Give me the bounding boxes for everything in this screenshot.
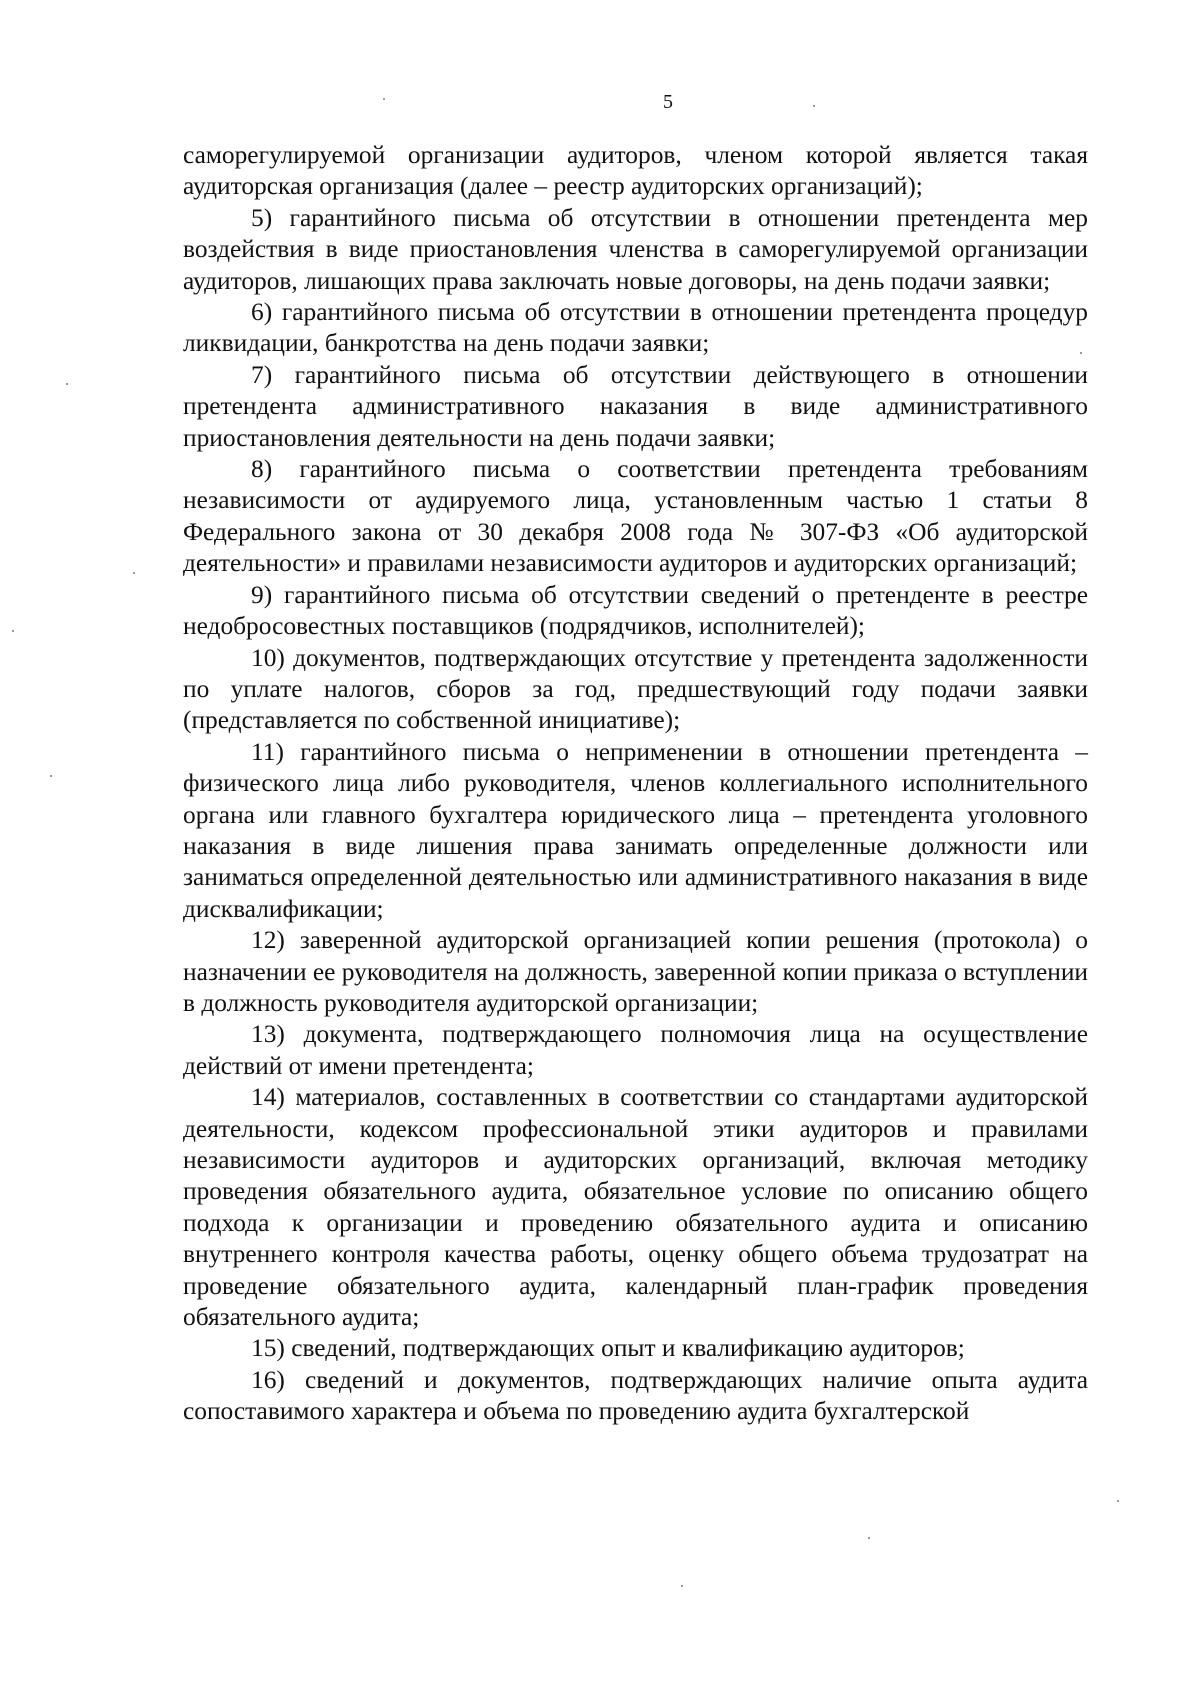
- list-item-15: 15) сведений, подтверждающих опыт и квалификацию аудиторов;: [251, 1334, 965, 1363]
- scan-speck: [383, 98, 385, 100]
- scan-speck: [133, 572, 135, 574]
- scan-speck: [66, 383, 68, 385]
- list-item-6: 6) гарантийного письма об отсутствии в отношении претендента процедур ликвидации, банкротства на день подачи заявки;: [183, 298, 1088, 358]
- list-item-12: 12) заверенной аудиторской организацией копии решения (протокола) о назначении ее руководителя на должность, заверенной копии приказа о вступлении в должность руководителя аудиторской организации;: [183, 926, 1088, 1017]
- list-item-13: 13) документа, подтверждающего полномочия лица на осуществление действий от имени претендента;: [183, 1020, 1088, 1080]
- list-item-7: 7) гарантийного письма об отсутствии действующего в отношении претендента административного наказания в виде административного приостановления деятельности на день подачи заявки;: [183, 360, 1088, 452]
- page-number: 5: [663, 91, 673, 113]
- list-item-9: 9) гарантийного письма об отсутствии сведений о претенденте в реестре недобросовестных поставщиков (подрядчиков, исполнителей);: [183, 580, 1088, 641]
- scan-speck: [1117, 1500, 1119, 1502]
- scan-speck: [813, 105, 815, 107]
- list-item-5: 5) гарантийного письма об отсутствии в отношении претендента мер воздействия в виде приостановления членства в саморегулируемой организации аудиторов, лишающих права заключать новые договоры, на день подачи заявки;: [183, 203, 1088, 295]
- list-item-14: 14) материалов, составленных в соответствии со стандартами аудиторской деятельности, кодексом профессиональной этики аудиторов и правилами независимости аудиторов и аудиторских организаций, включая методику проведения обязательного аудита, обязательное условие по описанию общего подхода к организации и проведению обязательного аудита и описанию внутреннего контроля качества работы, оценку общего объема трудозатрат на проведение обязательного аудита, календарный план-график проведения обязательного аудита;: [183, 1083, 1088, 1332]
- scan-speck: [868, 1537, 870, 1539]
- intro-paragraph: саморегулируемой организации аудиторов, членом которой является такая аудиторская организация (далее – реестр аудиторских организаций);: [183, 141, 1088, 201]
- list-item-10: 10) документов, подтверждающих отсутствие у претендента задолженности по уплате налогов, сборов за год, предшествующий году подачи заявки (представляется по собственной инициативе);: [183, 643, 1088, 735]
- scan-speck: [12, 630, 14, 632]
- list-item-8: 8) гарантийного письма о соответствии претендента требованиям независимости от аудируемого лица, установленным частью 1 статьи 8 Федерального закона от 30 декабря 2008 года № 307-ФЗ «Об аудиторской деятельности» и правилами независимости аудиторов и аудиторских организаций;: [183, 455, 1088, 578]
- scan-speck: [681, 1585, 683, 1587]
- scan-speck: [50, 775, 52, 777]
- scan-speck: [1080, 352, 1082, 354]
- document-body: [183, 140, 1088, 1428]
- list-item-16: 16) сведений и документов, подтверждающих наличие опыта аудита сопоставимого характера и объема по проведению аудита бухгалтерской: [183, 1365, 1088, 1426]
- list-item-11: 11) гарантийного письма о неприменении в отношении претендента – физического лица либо руководителя, членов коллегиального исполнительного органа или главного бухгалтера юридического лица – претендента уголовного наказания в виде лишения права занимать определенные должности или заниматься определенной деятельностью или административного наказания в виде дисквалификации;: [183, 737, 1088, 923]
